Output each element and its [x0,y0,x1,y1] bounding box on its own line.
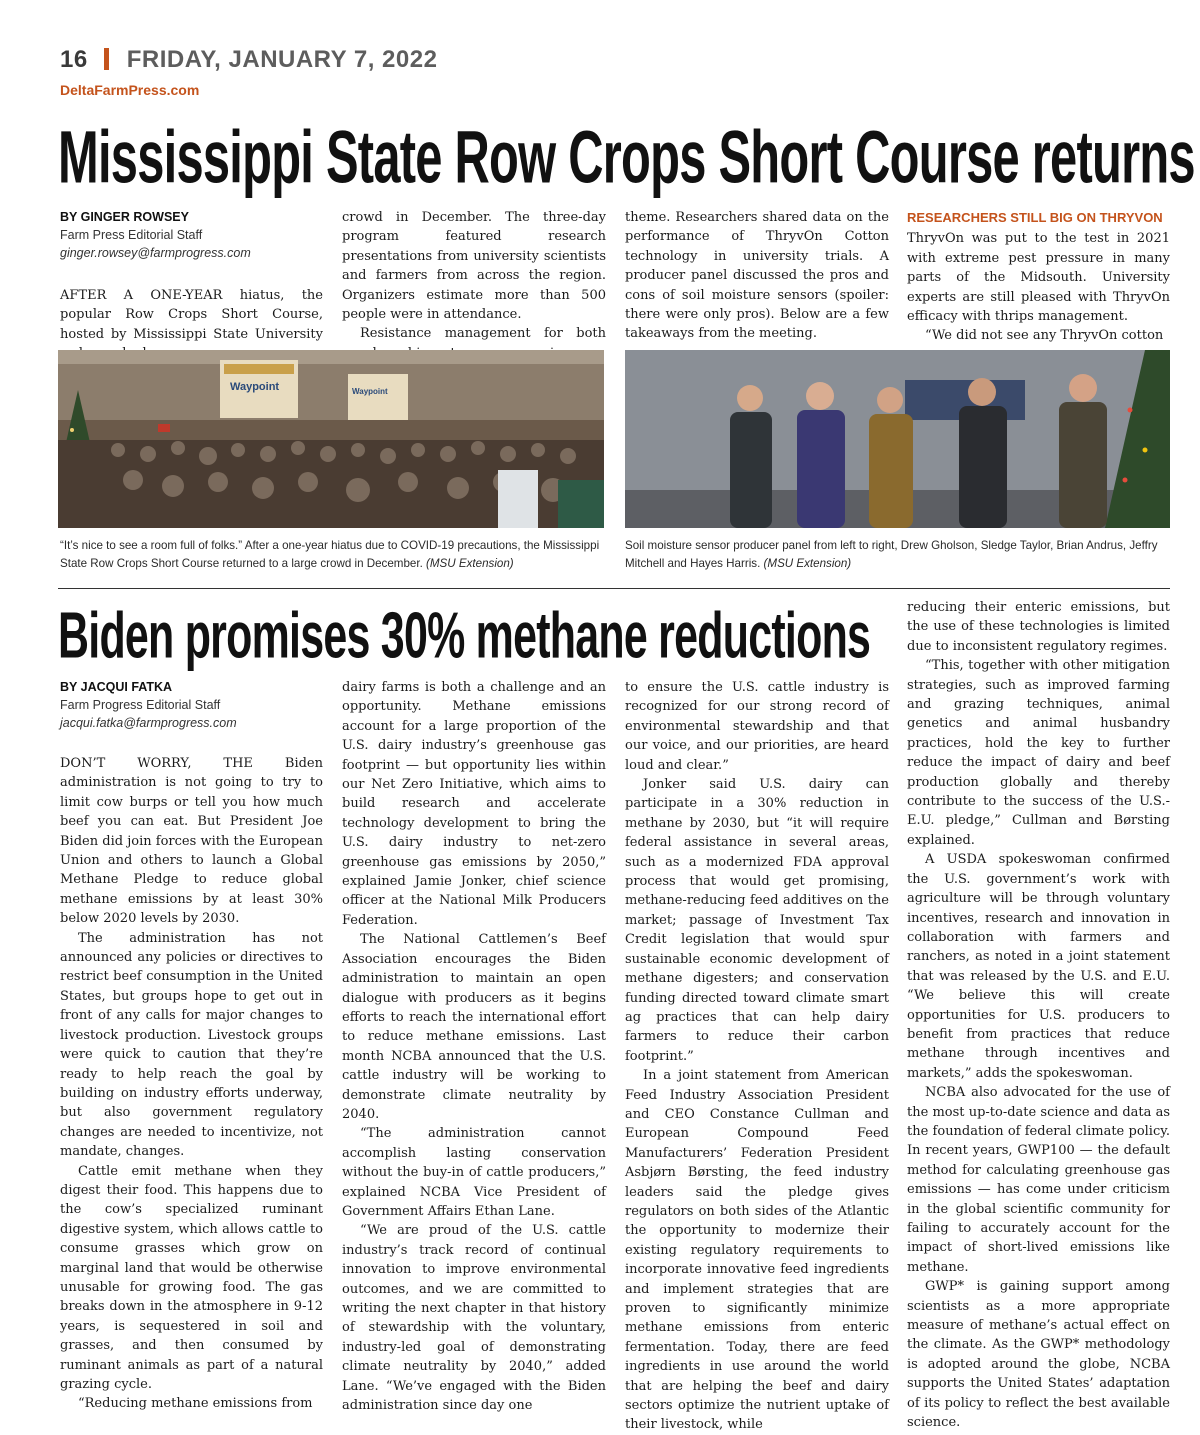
page-number: 16 [60,46,88,73]
paragraph: “This, together with other mitigation strategies, such as improved farming and grazing techniques, animal genetics and animal husbandry practices, hold the key to further reduce the impact of dairy and beef production globally and thereby contribute to the success of the U.S.-E.U. pledge,” Cullman and Børsting explained. [907,658,1170,848]
article2-column-1 [60,754,323,1412]
article1-byline [60,208,330,262]
producer-panel-photo [625,350,1170,528]
photo-credit: (MSU Extension) [426,556,514,570]
author-name: BY GINGER ROWSEY [60,210,189,224]
paragraph: ThryvOn was put to the test in 2021 with extreme pest pressure in many parts of the Midsouth. University experts are still pleased with ThryvOn efficacy with thrips management. [907,231,1170,325]
paragraph: GWP* is gaining support among scientists as a more appropriate measure of methane’s actual effect on the climate. As the GWP* methodology is adopted around the globe, NCBA supports the United States’ adaptation of its policy to reflect the best available science. [907,1279,1170,1431]
article2-column-2 [342,678,606,1414]
paragraph: AFTER A ONE-YEAR hiatus, the popular Row Crops Short Course, hosted by Mississippi State University [60,288,323,342]
article1-column-1 [60,286,323,346]
author-title: Farm Progress Editorial Staff [60,698,221,712]
folio-divider [104,48,109,70]
paragraph: “The administration cannot accomplish lasting conservation without the buy-in of cattle producers,” explained NCBA Vice President of Government Affairs Ethan Lane. [342,1126,606,1219]
caption-text: Soil moisture sensor producer panel from left to right, Drew Gholson, Sledge Taylor, Brian Andrus, Jeffry Mitchell and Hayes Harris. [625,539,1158,570]
article2-column-4 [907,598,1170,1431]
paragraph: The National Cattlemen’s Beef Association encourages the Biden administration to maintain an open dialogue with producers as it begins efforts to reach the international effort to reduce methane emissions. Last month NCBA announced that the U.S. cattle industry will be working to demonstrate climate neutrality by 2040. [342,932,606,1122]
paragraph: reducing their enteric emissions, but the use of these technologies is limited due to inconsistent regulatory regimes. [907,600,1170,654]
paragraph: theme. Researchers shared data on the performance of ThryvOn Cotton technology in university trials. A producer panel discussed the pros and cons of soil moisture sensors (spoiler: there were only pros). Below are a few takeaways from the meeting. [625,210,889,342]
author-name: BY JACQUI FATKA [60,680,173,694]
photo1-caption [60,537,600,572]
issue-date: FRIDAY, JANUARY 7, 2022 [126,46,438,73]
screen-text-right: Waypoint [352,387,388,396]
photo-credit: (MSU Extension) [763,556,852,570]
conference-room-photo [58,350,604,528]
photo2-caption [625,537,1165,572]
article2-byline [60,678,330,732]
author-title: Farm Press Editorial Staff [60,228,203,242]
caption-text: “It’s nice to see a room full of folks.” After a one-year hiatus due to COVID-19 precautions, the Mississippi State Row Crops Short Course returned to a large crowd in December. [60,539,600,570]
website-url[interactable]: DeltaFarmPress.com [60,82,200,98]
paragraph: Resistance management for both [360,326,606,342]
paragraph: Jonker said U.S. dairy can participate in a 30% reduction in methane by 2030, but “it will require federal assistance in several areas, such as a modernized FDA approval process that would get promising, methane-reducing feed additives on the market; passage of Investment Tax Credit legislation that would spur sustainable economic development of methane digesters; and conservation funding directed toward climate smart ag practices that can help dairy farmers to reduce their carbon footprint.” [625,777,889,1064]
paragraph: “Reducing methane emissions from [78,1396,313,1412]
article2-column-3 [625,678,889,1433]
paragraph: A USDA spokeswoman confirmed the U.S. government’s work with agriculture will be through voluntary incentives, research and innovation in collaboration with farmers and ranchers, as noted in a joint statement that was released by the U.S. and E.U. “We believe this will create opportunities for U.S. producers to benefit from practices that reduce methane through incentives and markets,” adds the spokeswoman. [907,852,1170,1081]
author-email[interactable]: jacqui.fatka@farmprogress.com [60,716,237,730]
paragraph: In a joint statement from American Feed Industry Association President and CEO Constance Cullman and European Compound Feed Manufacturers’ Federation President Asbjørn Børsting, the feed industry leaders said the pledge gives regulators on both sides of the Atlantic the opportunity to modernize their existing regulatory requirements to incorporate innovative feed ingredients and implement strategies that are proven to significantly minimize methane emissions from enteric fermentation. Today, there are feed ingredients in use around the world that are helping the beef and dairy sectors optimize the nutrient uptake of their livestock, while [625,1068,889,1433]
paragraph: to ensure the U.S. cattle industry is recognized for our strong record of environmental stewardship and that our voice, and our priorities, are heard loud and clear.” [625,680,889,773]
article1-headline: Mississippi State Row Crops Short Course returns [58,115,1195,198]
article1-column-4 [907,208,1170,348]
section-divider [58,588,1170,589]
paragraph: crowd in December. The three-day program featured research presentations from university scientists and farmers from across the region. Organizers estimate more than 500 people were in attendance. [342,210,606,323]
page-folio [60,46,437,74]
section-subhead: RESEARCHERS STILL BIG ON THRYVON [907,210,1163,225]
author-email[interactable]: ginger.rowsey@farmprogress.com [60,246,251,260]
article1-column-3 [625,208,889,348]
paragraph: dairy farms is both a challenge and an opportunity. Methane emissions account for a large proportion of the U.S. dairy industry’s greenhouse gas footprint — but opportunity lies within our Net Zero Initiative, which aims to build research and accelerate technology development to bring the U.S. dairy industry to net-zero greenhouse gas emissions by 2050,” explained Jamie Jonker, chief science officer at the National Milk Producers Federation. [342,680,606,928]
screen-text-left: Waypoint [230,381,280,393]
paragraph: Cattle emit methane when they digest their food. This happens due to the cow’s specialized ruminant digestive system, which allows cattle to consume grasses which grow on marginal land that would be otherwise unusable for growing food. The gas breaks down in the atmosphere in 9-12 years, is sequestered in soil and grasses, and then consumed by ruminant animals as part of a natural grazing cycle. [60,1163,323,1392]
paragraph: “We are proud of the U.S. cattle industry’s track record of continual innovation to improve environmental outcomes, and we are committed to writing the next chapter in that history of stewardship with the voluntary, industry-led goal of demonstrating climate neutrality by 2040,” added Lane. “We’ve engaged with the Biden administration since day one [342,1223,606,1414]
article2-headline: Biden promises 30% methane reductions [58,599,871,672]
paragraph: The administration has not announced any policies or directives to restrict beef consumption in the United States, but groups hope to get out in front of any calls for major changes to livestock production. Livestock groups were quick to caution that they’re ready to help reach the goal by building on industry efforts underway, but also government regulatory changes are needed to incentivize, not mandate, changes. [60,930,323,1160]
paragraph: “We did not see any ThryvOn cotton [925,328,1164,344]
paragraph: DON’T WORRY, THE Biden administration is not going to try to limit cow burps or tell you how much beef you can eat. But President Joe Biden did join forces with the European Union and others to launch a Global Methane Pledge to reduce global methane emissions by at least 30% below 2020 levels by 2030. [60,756,323,927]
article1-column-2 [342,208,606,348]
paragraph: NCBA also advocated for the use of the most up-to-date science and data as the foundation of federal climate policy. In recent years, GWP100 — the default method for calculating greenhouse gas emissions — has come under criticism in the global scientific community for failing to accurately account for the impact of short-lived emissions like methane. [907,1085,1170,1275]
